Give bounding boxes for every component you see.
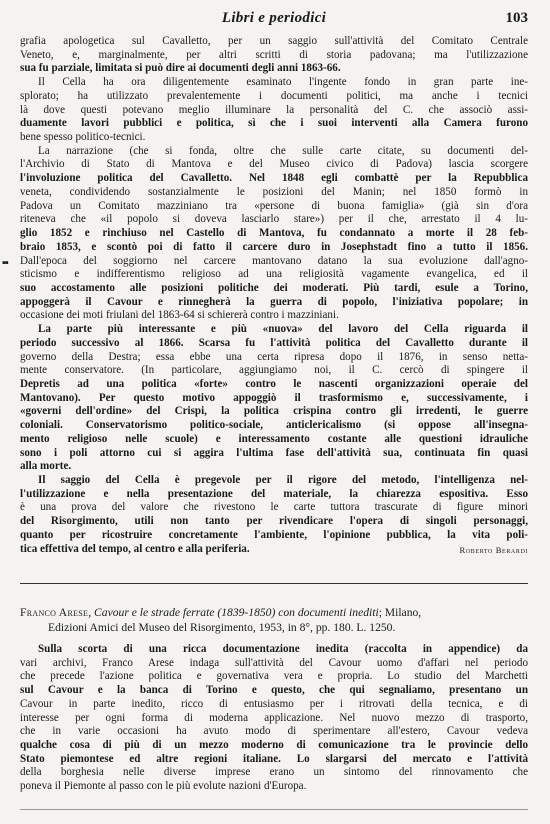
text-line: è una prova del valore che rivestono le carte tuttora trascurate di figure minori	[20, 501, 528, 514]
review-body-cella	[20, 35, 528, 556]
text-line: qualche cosa di più di un mezzo moderno di comunicazione tra le provincie dello	[20, 739, 528, 752]
text-line: riteneva che «il popolo si doveva lasciarlo stare») per il che, arrestato il 4 lu-	[20, 213, 528, 226]
text-line: tica effettiva del tempo, al centro e alla periferia.	[20, 542, 250, 555]
page-number: 103	[505, 10, 528, 26]
bottom-rule	[20, 809, 528, 810]
text-line: mente conservatore. (In particolare, aggiungiamo noi, il C. cercò di spingere il	[20, 364, 528, 377]
text-line: periodo successivo al 1866. Scarsa fu l'attività politica del Cavalletto durante il	[20, 336, 528, 349]
text-line: glio 1852 e rinchiuso nel Castello di Mantova, fu condannato a morte il 28 feb-	[20, 227, 528, 240]
running-title: Libri e periodici	[221, 10, 327, 26]
text-line: quanto per ricostruire concretamente l'ambiente, l'opinione pubblica, la vita poli-	[20, 528, 528, 541]
text-line: mento religioso nelle scuole) e interessamento costante alle questioni idrauliche	[20, 432, 528, 445]
text-line: l'utilizzazione e nella presentazione del materiale, la chiarezza espositiva. Esso	[20, 487, 528, 500]
text-line: occasione dei moti friulani del 1863-64 si schiererà contro i mazziniani.	[20, 309, 339, 322]
closing-line	[20, 543, 528, 557]
text-line: «governi dell'ordine» del Crispi, la politica crispina contro gli irredenti, le guerre	[20, 405, 528, 418]
text-line: sul Cavour e la banca di Torino e questo, che qui segnaliamo, presentano un	[20, 684, 528, 697]
text-line: appoggerà il Cavour e rinnegherà la guerra di popolo, l'iniziativa popolare; in	[20, 295, 528, 308]
text-line: del Risorgimento, utili non tanto per rivendicare l'opera di singoli personaggi,	[20, 515, 528, 528]
text-line: l'Archivio di Stato di Mantova e del Museo civico di Padova) lascia scorgere	[20, 158, 528, 171]
text-line: Il Cella ha ora diligentemente esaminato l'ingente fondo in gran parte ine-	[38, 76, 528, 89]
review-author: Franco Arese	[20, 606, 89, 619]
text-line: Stato piemontese ed altre regioni italiane. Lo slargarsi del mercato e l'attività	[20, 752, 528, 765]
text-line: sono i poli attorno cui si aggira l'ultima fase dell'attività sua, continuata fin quasi	[20, 446, 528, 459]
text-line: poneva il Piemonte al passo con le più evolute nazioni d'Europa.	[20, 780, 307, 793]
text-line: grafia apologetica sul Cavalletto, per un saggio sull'attività del Comitato Centrale	[20, 35, 528, 47]
text-line: della borghesia nelle diverse imprese erano un sintomo del rinnovamento che	[20, 766, 528, 779]
text-line: alla morte.	[20, 460, 72, 473]
text-line: Cavour in parte inedito, ricco di entusiasmo per i ritrovati della tecnica, e di	[20, 697, 528, 710]
text-line: là dove questi potevano meglio illuminare la personalità del C. che associò assi-	[20, 103, 528, 116]
text-line: Depretis ad una politica «forte» contro le nascenti organizzazioni operaie del	[20, 377, 528, 390]
text-line: Il saggio del Cella è pregevole per il rigore del metodo, l'intelligenza nel-	[38, 474, 528, 486]
reviewer-signature: Roberto Berardi	[459, 544, 528, 555]
text-line: Padova un Comitato mazziniano tra «persone di buona famiglia» (già sin d'ora	[20, 199, 528, 212]
running-header	[20, 10, 528, 30]
text-line: veneta, condividendo sostanzialmente le posizioni del Manin; nel 1850 formò in	[20, 185, 528, 198]
bibliographic-entry: Franco Arese, Cavour e le strade ferrate (1839-1850) con documenti inediti; Milano,	[20, 606, 422, 619]
text-line: interesse per ogni forma di moderna applicazione. Nel nuovo mezzo di trasporto,	[20, 711, 528, 724]
text-line: bene spesso politico-tecnici.	[20, 131, 146, 144]
text-line: l'involuzione politica del Cavalletto. Nel 1848 egli combattè per la Repubblica	[20, 172, 528, 185]
text-line: governo della Destra; essa ebbe una certa ripresa dopo il 1876, in senso netta-	[20, 350, 528, 363]
text-line: Dall'epoca del soggiorno nel carcere mantovano datano la sua evoluzione dall'agno-	[20, 254, 528, 267]
text-line: La narrazione (che si fonda, oltre che sulle carte citate, su documenti del-	[38, 144, 528, 157]
text-line: suo accostamento alle posizioni politiche dei moderati. Più tardi, esule a Torino,	[20, 281, 528, 294]
review-place: ; Milano,	[378, 606, 422, 619]
text-line: braio 1853, e scontò poi di fatto il carcere duro in Josephstadt fino a tutto il 1856.	[20, 240, 528, 253]
text-line: Veneto, e, marginalmente, per altri scritti di storia padovana; ma l'utilizzazione	[20, 48, 528, 61]
text-line: duamente lavori pubblici e politica, sì che i suoi interventi alla Camera furono	[20, 117, 528, 130]
text-line: che precede l'azione politica e governativa vera e propria. Lo studio del Marchetti	[20, 670, 528, 683]
text-line: Sulla scorta di una ricca documentazione inedita (raccolta in appendice) da	[38, 643, 528, 655]
margin-mark: ▪▪	[2, 257, 8, 269]
review-book-title: Cavour e le strade ferrate (1839-1850) con documenti inediti	[94, 606, 379, 619]
section-divider	[20, 583, 528, 584]
text-line: sticismo e indifferentismo religioso ad una religiosità vagamente evangelica, ed il	[20, 268, 528, 281]
text-line: vari archivi, Franco Arese indaga sull'attività del Cavour uomo d'affari nel periodo	[20, 656, 528, 669]
review-body-arese	[20, 643, 528, 794]
text-line: Mantovano). Per questo motivo appoggiò il trasformismo e, successivamente, i	[20, 391, 528, 404]
text-line: splorato; ha utilizzato prevalentemente i documenti politici, ma anche i tecnici	[20, 89, 528, 102]
text-line: che in varie occasioni ha avuto modo di sperimentare all'estero, Cavour vedeva	[20, 725, 528, 738]
text-line: La parte più interessante e più «nuova» del lavoro del Cella riguarda il	[38, 323, 528, 336]
text-line: coloniali. Conservatorismo politico-sociale, anticlericalismo (si oppose all'insegna-	[20, 419, 528, 432]
review-publisher: Edizioni Amici del Museo del Risorgimento, 1953, in 8°, pp. 180. L. 1250.	[48, 621, 396, 634]
review-heading	[20, 605, 528, 635]
text-line: sua fu parziale, limitata si può dire ai documenti degli anni 1863-66.	[20, 62, 341, 75]
